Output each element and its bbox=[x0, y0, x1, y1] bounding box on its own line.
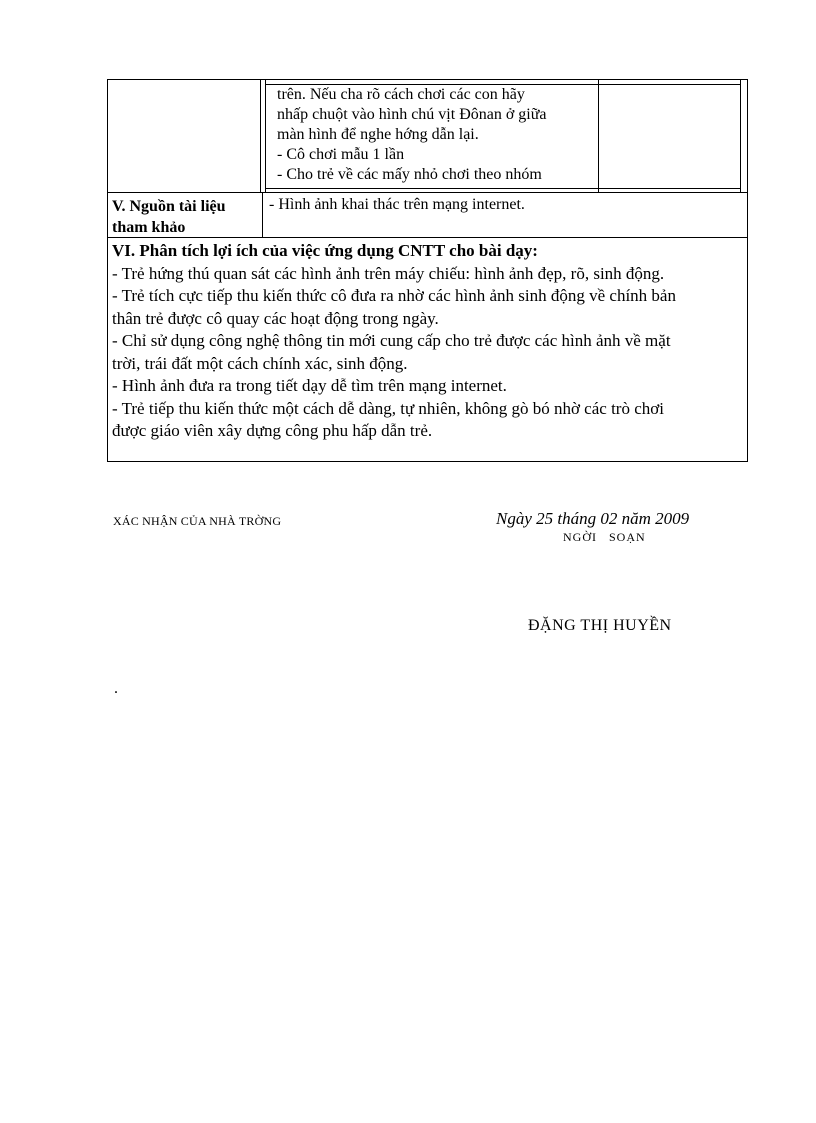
benefit-line: được giáo viên xây dựng công phu hấp dẫn trẻ. bbox=[112, 421, 433, 440]
table-divider bbox=[107, 192, 748, 193]
instruction-line: nhấp chuột vào hình chú vịt Đônan ở giữa bbox=[277, 106, 547, 123]
benefit-line: trời, trái đất một cách chính xác, sinh động. bbox=[112, 353, 408, 373]
benefit-line: - Trẻ tích cực tiếp thu kiến thức cô đưa ra nhờ các hình ảnh sinh động về chính bản bbox=[112, 286, 676, 305]
footer-mark: . bbox=[114, 680, 118, 697]
benefit-line: - Chỉ sử dụng công nghệ thông tin mới cung cấp cho trẻ được các hình ảnh về mặt bbox=[112, 331, 671, 350]
benefit-line: thân trẻ được cô quay các hoạt động trong ngày. bbox=[112, 308, 439, 328]
section-v-label bbox=[112, 196, 260, 238]
section-vi bbox=[112, 240, 742, 443]
table-divider bbox=[740, 79, 741, 192]
table-divider bbox=[262, 192, 263, 237]
benefit-line: - Hình ảnh đưa ra trong tiết dạy dễ tìm trên mạng internet. bbox=[112, 376, 507, 395]
table-divider bbox=[265, 79, 266, 192]
date-line: Ngày 25 tháng 02 năm 2009 bbox=[496, 509, 690, 528]
instruction-line: màn hình để nghe hớng dẫn lại. bbox=[277, 126, 479, 143]
section-vi-heading: VI. Phân tích lợi ích của việc ứng dụng CNTT cho bài dạy: bbox=[112, 241, 538, 260]
instruction-line: - Cô chơi mẫu 1 lần bbox=[277, 146, 405, 163]
instruction-line: trên. Nếu cha rõ cách chơi các con hãy bbox=[277, 86, 525, 103]
section-v-label-line1: V. Nguồn tài liệu bbox=[112, 198, 226, 215]
benefit-line: - Trẻ hứng thú quan sát các hình ảnh trên máy chiếu: hình ảnh đẹp, rõ, sinh động. bbox=[112, 263, 665, 283]
author-role: NGỜI SOẠN bbox=[563, 530, 646, 544]
activity-instructions bbox=[277, 85, 597, 185]
table-divider bbox=[265, 188, 741, 189]
table-divider bbox=[260, 79, 261, 192]
benefit-line: - Trẻ tiếp thu kiến thức một cách dễ dàng, tự nhiên, không gò bó nhờ các trò chơi bbox=[112, 398, 664, 418]
table-divider bbox=[598, 79, 599, 192]
author-name: ĐẶNG THỊ HUYỀN bbox=[528, 617, 672, 634]
section-v-label-line2: tham khảo bbox=[112, 219, 186, 236]
section-v-content: - Hình ảnh khai thác trên mạng internet. bbox=[269, 196, 525, 213]
school-confirmation-title: XÁC NHẬN CỦA NHÀ TRỜNG bbox=[113, 514, 282, 528]
instruction-line: - Cho trẻ về các mấy nhỏ chơi theo nhóm bbox=[277, 166, 542, 183]
